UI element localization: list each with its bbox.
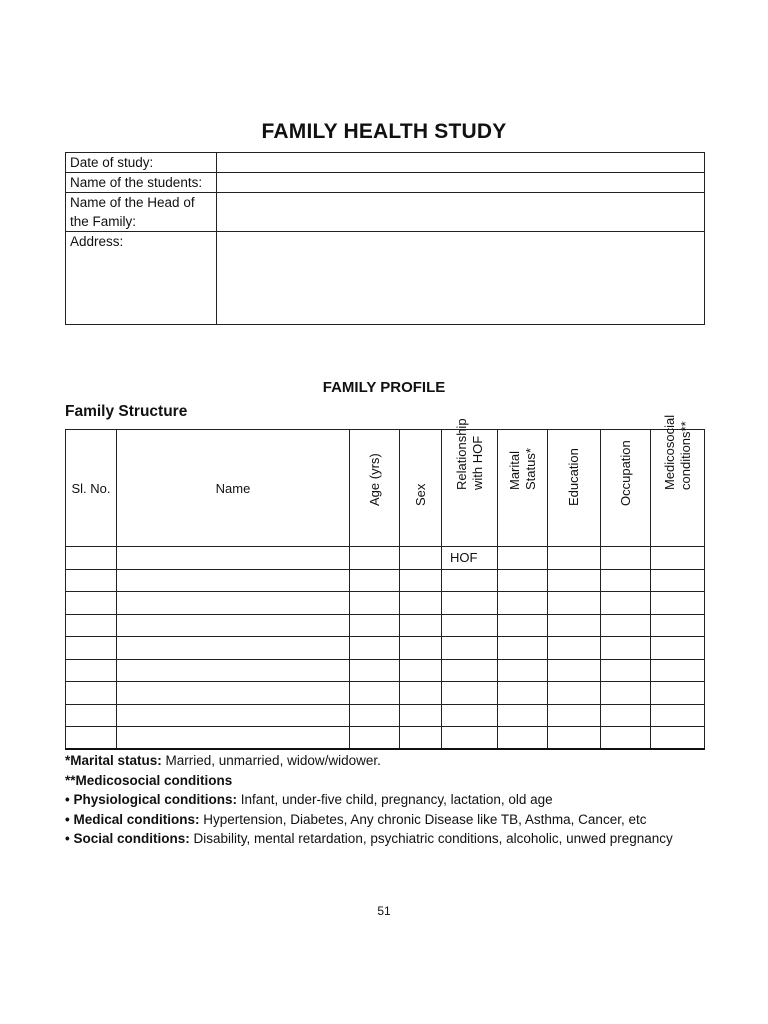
col-header-age: Age (yrs) <box>350 430 400 547</box>
hof-label-line1: Name of the Head of <box>70 195 195 210</box>
date-of-study-field[interactable] <box>217 153 705 173</box>
hof-name-field[interactable] <box>217 193 705 232</box>
hof-label-line2: the Family: <box>70 214 137 229</box>
social-conditions-note: • Social conditions: Disability, mental retardation, psychiatric conditions, alcoholic, unwed pregnancy <box>65 831 673 846</box>
col-header-sl-no: Sl. No. <box>66 430 117 547</box>
col-header-medicosocial: Medicosocial conditions** <box>651 430 705 547</box>
table-row <box>66 659 705 682</box>
family-structure-table <box>65 414 705 750</box>
date-of-study-label: Date of study: <box>66 153 217 173</box>
table-row <box>66 569 705 592</box>
students-name-field[interactable] <box>217 173 705 193</box>
page-number: 51 <box>377 904 391 918</box>
page-title: FAMILY HEALTH STUDY <box>261 120 507 143</box>
col-header-occupation: Occupation <box>601 430 651 547</box>
students-row <box>66 173 705 193</box>
hof-row <box>66 193 705 232</box>
medicosocial-heading: **Medicosocial conditions <box>65 772 233 788</box>
table-row <box>66 637 705 660</box>
hof-relationship-cell: HOF <box>442 547 498 570</box>
table-row <box>66 614 705 637</box>
medical-conditions-note: • Medical conditions: Hypertension, Diabetes, Any chronic Disease like TB, Asthma, Cancer, etc <box>65 811 647 827</box>
col-header-relationship: Relationship with HOF <box>442 430 498 547</box>
hof-name-label <box>66 193 217 232</box>
family-profile-heading: FAMILY PROFILE <box>322 379 446 396</box>
family-structure-heading: Family Structure <box>65 403 188 420</box>
address-row <box>66 232 705 325</box>
table-row <box>66 682 705 705</box>
table-row <box>66 704 705 727</box>
study-info-table <box>65 152 705 325</box>
marital-status-note: *Marital status: Married, unmarried, widow/widower. <box>65 753 381 768</box>
address-label: Address: <box>66 232 217 325</box>
address-field[interactable] <box>217 232 705 325</box>
col-header-name: Name <box>117 430 350 547</box>
table-row <box>66 592 705 615</box>
col-header-education: Education <box>548 430 601 547</box>
physiological-conditions-note: • Physiological conditions: Infant, under-five child, pregnancy, lactation, old age <box>65 792 553 807</box>
col-header-sex: Sex <box>400 430 442 547</box>
table-row <box>66 727 705 750</box>
footnotes <box>65 751 725 849</box>
header-row <box>66 430 705 547</box>
col-header-marital-status: Marital Status* <box>498 430 548 547</box>
date-row <box>66 153 705 173</box>
students-name-label: Name of the students: <box>66 173 217 193</box>
table-row <box>66 547 705 570</box>
